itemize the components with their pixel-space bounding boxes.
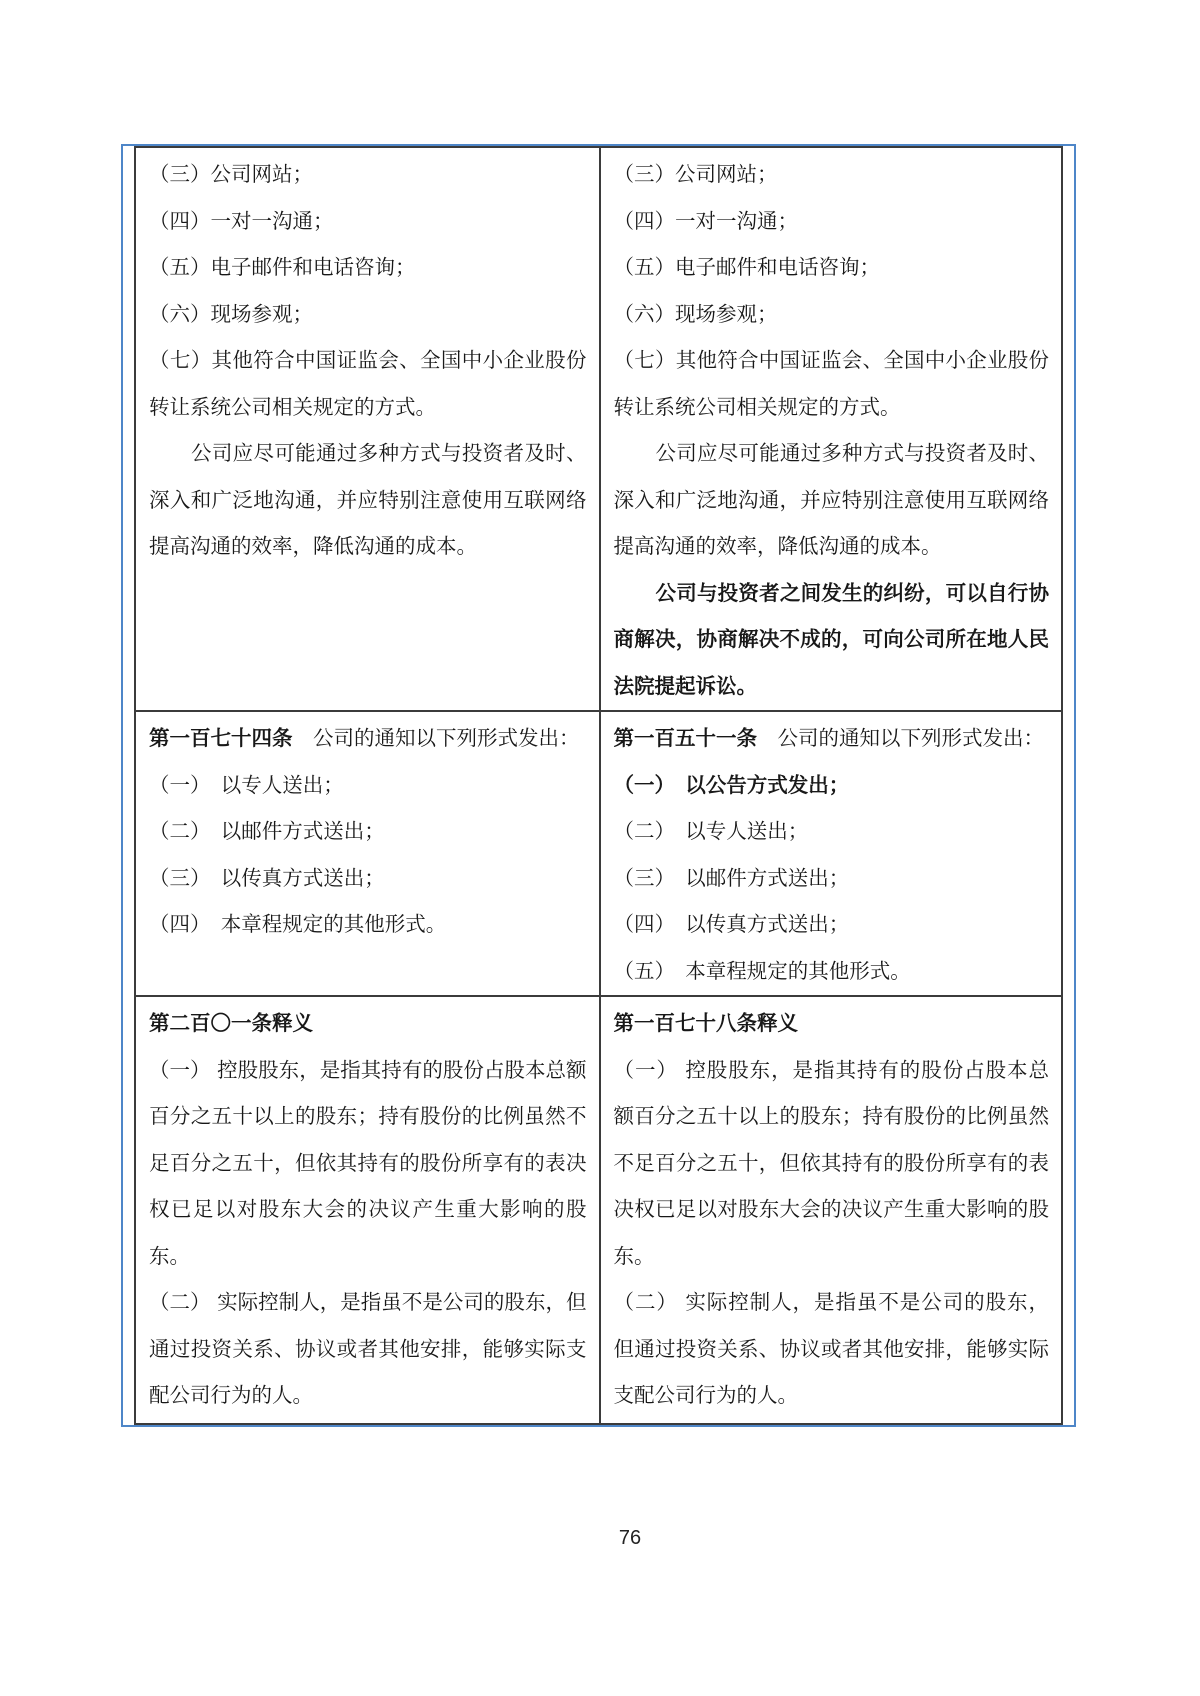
table-cell-right (599, 997, 1062, 1423)
table-row (136, 148, 1061, 712)
definition-heading: 第二百〇一条释义 (149, 1011, 313, 1035)
list-item: （六）现场参观； (149, 301, 313, 326)
list-item: （六）现场参观； (613, 301, 778, 326)
list-item: （五）电子邮件和电话咨询； (149, 255, 416, 279)
page-number: 76 (618, 1527, 642, 1549)
list-item-bold: （一） 以公告方式发出； (613, 772, 850, 797)
paragraph-bold: 公司与投资者之间发生的纠纷，可以自行协商解决，协商解决不成的，可向公司所在地人民法院提起诉讼。 (613, 580, 1049, 698)
list-item: （四） 本章程规定的其他形式。 (149, 912, 447, 936)
list-item: （五） 本章程规定的其他形式。 (613, 958, 911, 983)
list-item: （四） 以传真方式送出； (613, 912, 850, 936)
article-heading (149, 715, 587, 762)
page-border (121, 144, 1076, 1427)
table-row (136, 712, 1061, 997)
article-heading-text: 公司的通知以下列形式发出： (757, 726, 1044, 750)
paragraph: （二） 实际控制人，是指虽不是公司的股东，但通过投资关系、协议或者其他安排，能够实际支配公司行为的人。 (613, 1290, 1049, 1407)
table-row (136, 997, 1061, 1423)
list-item: （四）一对一沟通； (613, 208, 798, 233)
paragraph: （一） 控股股东，是指其持有的股份占股本总额百分之五十以上的股东；持有股份的比例虽然不足百分之五十，但依其持有的股份所享有的表决权已足以对股东大会的决议产生重大影响的股东。 (613, 1057, 1049, 1268)
table-cell-right (599, 148, 1062, 710)
table-cell-left (136, 148, 599, 710)
paragraph: 公司应尽可能通过多种方式与投资者及时、深入和广泛地沟通，并应特别注意使用互联网络提高沟通的效率，降低沟通的成本。 (149, 441, 587, 558)
list-item: （七）其他符合中国证监会、全国中小企业股份转让系统公司相关规定的方式。 (613, 348, 1049, 419)
table-cell-right (599, 712, 1062, 995)
paragraph: （二） 实际控制人，是指虽不是公司的股东，但通过投资关系、协议或者其他安排，能够实际支配公司行为的人。 (149, 1290, 587, 1407)
list-item: （四）一对一沟通； (149, 208, 334, 233)
list-item: （五）电子邮件和电话咨询； (613, 255, 880, 279)
list-item: （七）其他符合中国证监会、全国中小企业股份转让系统公司相关规定的方式。 (149, 348, 587, 419)
list-item: （二） 以邮件方式送出； (149, 819, 385, 843)
paragraph: 公司应尽可能通过多种方式与投资者及时、深入和广泛地沟通，并应特别注意使用互联网络提高沟通的效率，降低沟通的成本。 (613, 441, 1049, 558)
article-number: 第一百七十四条 (149, 726, 293, 750)
list-item: （三） 以邮件方式送出； (613, 865, 850, 890)
comparison-table (134, 146, 1063, 1425)
list-item: （三） 以传真方式送出； (149, 865, 385, 890)
list-item: （三）公司网站； (613, 162, 778, 186)
list-item: （一） 以专人送出； (149, 772, 344, 797)
article-number: 第一百五十一条 (613, 726, 757, 750)
article-heading (614, 715, 1050, 762)
table-cell-left (136, 712, 599, 995)
definition-heading: 第一百七十八条释义 (613, 1011, 798, 1035)
list-item: （三）公司网站； (149, 162, 313, 186)
article-heading-text: 公司的通知以下列形式发出： (292, 726, 580, 750)
paragraph: （一） 控股股东，是指其持有的股份占股本总额百分之五十以上的股东；持有股份的比例虽然不足百分之五十，但依其持有的股份所享有的表决权已足以对股东大会的决议产生重大影响的股东。 (149, 1057, 587, 1268)
table-cell-left (136, 997, 599, 1423)
list-item: （二） 以专人送出； (613, 819, 809, 843)
